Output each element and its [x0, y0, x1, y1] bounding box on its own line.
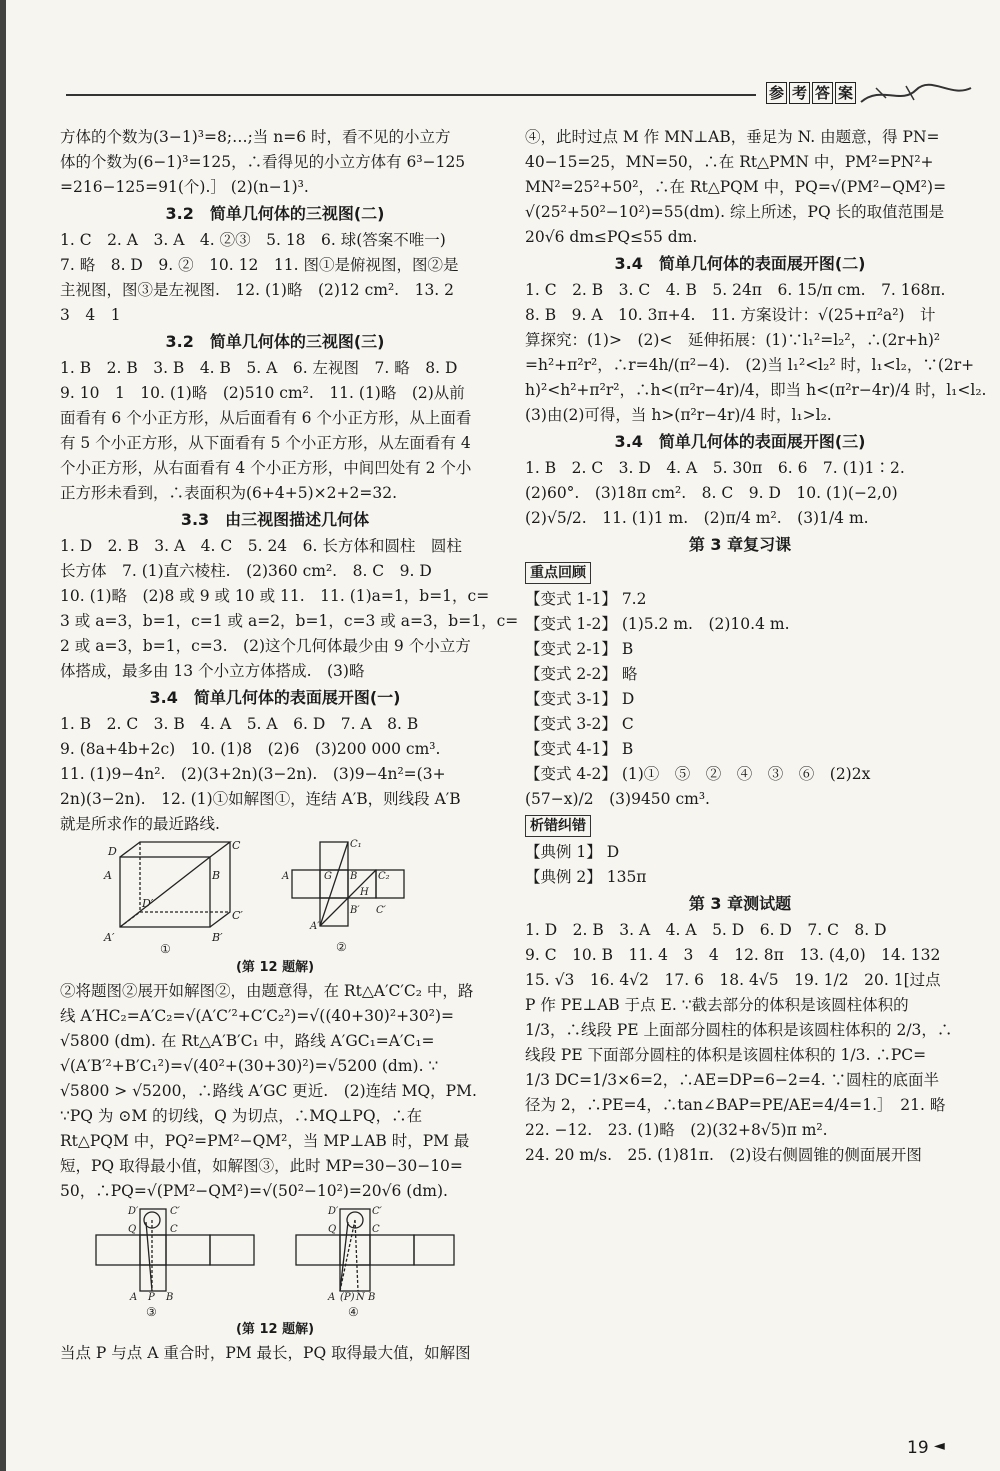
badge-char-3: 答: [812, 82, 833, 104]
svg-text:C: C: [232, 839, 241, 852]
fig-label: ②: [336, 940, 347, 954]
text-line: 40−15=25，MN=50，∴在 Rt△PMN 中，PM²=PN²+: [525, 153, 934, 171]
badge-char-2: 考: [789, 82, 810, 104]
svg-text:P: P: [148, 1292, 155, 1303]
svg-text:C′: C′: [170, 1206, 180, 1217]
text-line: 正方形未看到，∴表面积为(6+4+5)×2+2=32.: [60, 484, 397, 502]
fig-label: ③: [146, 1305, 157, 1319]
variant-line: 【变式 4-2】 (1)① ⑤ ② ④ ③ ⑥ (2)2x: [525, 765, 871, 783]
text-line: 11. (1)9−4n². (2)(3+2n)(3−2n). (3)9−4n²=(3+: [60, 765, 446, 783]
header: [66, 80, 966, 110]
text-line: 方体的个数为(3−1)³=8;…;当 n=6 时，看不见的小立方: [60, 128, 451, 146]
svg-text:A′: A′: [104, 931, 115, 944]
svg-text:Q: Q: [328, 1224, 337, 1235]
variant-line: 【变式 2-2】 略: [525, 665, 638, 683]
text-line: 10. (1)略 (2)8 或 9 或 10 或 11. 11. (1)a=1，b=1，c=: [60, 587, 490, 605]
svg-text:C′: C′: [232, 909, 243, 922]
text-line: 短，PQ 取得最小值，如解图③，此时 MP=30−30−10=: [60, 1157, 463, 1175]
svg-text:A: A: [328, 1292, 336, 1303]
text-line: ②将题图②展开如解图②，由题意得，在 Rt△A′C′C₂ 中，路: [60, 982, 474, 1000]
text-line: √(A′B′²+B′C₁²)=√(40²+(30+30)²)=√5200 (dm). ∵: [60, 1057, 439, 1075]
svg-text:D: D: [108, 845, 117, 858]
text-line: 3 或 a=3，b=1，c=1 或 a=2，b=1，c=3 或 a=3，b=1，c=: [60, 612, 519, 630]
text-line: 线段 PE 下面部分圆柱的体积是该圆柱体积的 1/3. ∴PC=: [525, 1046, 927, 1064]
header-rule: [66, 94, 756, 96]
figure-caption: (第 12 题解): [235, 960, 315, 975]
svg-text:Q: Q: [128, 1224, 137, 1235]
text-line: 2n)(3−2n). 12. (1)①如解图①，连结 A′B，则线段 A′B: [60, 790, 461, 808]
svg-text:H: H: [360, 887, 369, 898]
svg-text:D′: D′: [142, 897, 154, 910]
text-line: 1. B 2. B 3. B 4. B 5. A 6. 左视图 7. 略 8. D: [60, 359, 458, 377]
text-line: 1. D 2. B 3. A 4. A 5. D 6. D 7. C 8. D: [525, 921, 887, 939]
fig-label: ④: [348, 1305, 359, 1319]
text-line: 1/3 DC=1/3×6=2，∴AE=DP=6−2=4. ∵圆柱的底面半: [525, 1071, 940, 1089]
variant-line: 【变式 3-2】 C: [525, 715, 634, 733]
text-line: 体搭成，最多由 13 个小立方体搭成. (3)略: [60, 662, 365, 680]
svg-text:C′: C′: [372, 1206, 382, 1217]
svg-text:C₂: C₂: [378, 871, 390, 882]
badge-char-4: 案: [835, 82, 856, 104]
text-line: 7. 略 8. D 9. ② 10. 12 11. 图①是俯视图，图②是: [60, 256, 459, 274]
figure-row-1: [60, 837, 490, 957]
text-line: (2)60°. (3)18π cm². 8. C 9. D 10. (1)(−2,0): [525, 484, 898, 502]
text-line: √(25²+50²−10²)=55(dm). 综上所述，PQ 长的取值范围是: [525, 203, 945, 221]
text-line: 8. B 9. A 10. 3π+4. 11. 方案设计：√(25+π²a²) 计: [525, 306, 936, 324]
text-line: 径为 2，∴PE=4，∴tan∠BAP=PE/AE=4/4=1.］ 21. 略: [525, 1096, 946, 1114]
text-line: 2 或 a=3，b=1，c=3. (2)这个几何体最少由 9 个小立方: [60, 637, 471, 655]
figure-caption: (第 12 题解): [235, 1322, 315, 1337]
text-line: 1. C 2. A 3. A 4. ②③ 5. 18 6. 球(答案不唯一): [60, 231, 446, 249]
review-box-label: 重点回顾: [525, 562, 591, 584]
svg-text:D′: D′: [328, 1206, 339, 1217]
text-line: 1. C 2. B 3. C 4. B 5. 24π 6. 15/π cm. 7. 168π.: [525, 281, 946, 299]
net-figure: [280, 837, 440, 957]
svg-text:A′: A′: [310, 921, 320, 932]
text-line: 1/3，∴线段 PE 上面部分圆柱的体积是该圆柱体积的 2/3，∴: [525, 1021, 953, 1039]
text-line: (3)由(2)可得，当 h>(π²r−4r)/4 时，l₁>l₂.: [525, 406, 832, 424]
text-line: Rt△PQM 中，PQ²=PM²−QM²，当 MP⊥AB 时，PM 最: [60, 1132, 470, 1150]
text-line: 长方体 7. (1)直六棱柱. (2)360 cm². 8. C 9. D: [60, 562, 432, 580]
variant-line: (57−x)/2 (3)9450 cm³.: [525, 790, 710, 808]
text-line: 22. −12. 23. (1)略 (2)(32+8√5)π m².: [525, 1121, 828, 1139]
unfold-figure-4: [290, 1204, 460, 1319]
left-column: [60, 125, 519, 1366]
variant-line: 【变式 3-1】 D: [525, 690, 635, 708]
header-badge: [762, 80, 862, 106]
section-title: 3.3 由三视图描述几何体: [180, 510, 370, 529]
example-line: 【典例 1】 D: [525, 843, 620, 861]
text-line: =216−125=91(个).］ (2)(n−1)³.: [60, 178, 309, 196]
text-line: ④，此时过点 M 作 MN⊥AB，垂足为 N. 由题意，得 PN=: [525, 128, 940, 146]
text-line: 1. D 2. B 3. A 4. C 5. 24 6. 长方体和圆柱 圆柱: [60, 537, 462, 555]
svg-text:B: B: [212, 869, 221, 882]
svg-text:(P): (P): [340, 1292, 355, 1303]
text-line: 就是所求作的最近路线.: [60, 815, 220, 833]
text-line: 9. C 10. B 11. 4 3 4 12. 8π 13. (4,0) 14. 132: [525, 946, 941, 964]
badge-char-1: 参: [766, 82, 787, 104]
text-line: h)²<h²+π²r²，∴h<(π²r−4r)/4，即当 h<(π²r−4r)/4 时，l₁<l₂.: [525, 381, 987, 399]
chapter-review-title: 第 3 章复习课: [688, 535, 792, 554]
section-title: 3.4 简单几何体的表面展开图(二): [614, 254, 866, 273]
text-line: ∵PQ 为 ⊙M 的切线，Q 为切点，∴MQ⊥PQ，∴在: [60, 1107, 423, 1125]
svg-text:N: N: [356, 1292, 365, 1303]
page-arrow-icon: ◄: [934, 1438, 945, 1454]
text-line: 1. B 2. C 3. D 4. A 5. 30π 6. 6 7. (1)1∶2.: [525, 459, 905, 477]
svg-text:B: B: [350, 871, 358, 882]
text-line: 9. 10 1 10. (1)略 (2)510 cm². 11. (1)略 (2)从前: [60, 384, 465, 402]
svg-text:B′: B′: [212, 931, 223, 944]
text-line: 15. √3 16. 4√2 17. 6 18. 4√5 19. 1/2 20. 1[过点: [525, 971, 941, 989]
svg-text:G: G: [324, 871, 332, 882]
text-line: 24. 20 m/s. 25. (1)81π. (2)设右侧圆锥的侧面展开图: [525, 1146, 922, 1164]
text-line: 个小正方形，从右面看有 4 个小正方形，中间凹处有 2 个小: [60, 459, 472, 477]
text-line: √5800 > √5200，∴路线 A′GC 更近. (2)连结 MQ，PM.: [60, 1082, 477, 1100]
error-box-label: 析错纠错: [525, 815, 591, 837]
svg-text:A: A: [282, 871, 290, 882]
svg-text:A: A: [104, 869, 112, 882]
fig-label: ①: [160, 942, 171, 956]
section-title: 3.2 简单几何体的三视图(三): [165, 332, 385, 351]
figure-row-2: [60, 1204, 490, 1319]
text-line: =h²+π²r²，∴r=4h/(π²−4). (2)当 l₁²<l₂² 时，l₁<l₂，∵(2r+: [525, 356, 975, 374]
svg-text:A: A: [130, 1292, 138, 1303]
example-line: 【典例 2】 135π: [525, 868, 647, 886]
text-line: 50，∴PQ=√(PM²−QM²)=√(50²−10²)=20√6 (dm).: [60, 1182, 448, 1200]
section-title: 3.4 简单几何体的表面展开图(一): [149, 688, 401, 707]
variant-line: 【变式 4-1】 B: [525, 740, 634, 758]
scan-edge: [0, 0, 6, 1471]
svg-text:C′: C′: [376, 905, 386, 916]
text-line: 体的个数为(6−1)³=125，∴看得见的小立方体有 6³−125: [60, 153, 466, 171]
text-line: (2)√5/2. 11. (1)1 m. (2)π/4 m². (3)1/4 m.: [525, 509, 869, 527]
svg-text:C: C: [372, 1224, 380, 1235]
header-swoosh-icon: [856, 80, 976, 110]
right-column: [525, 125, 987, 1168]
text-line: 有 5 个小正方形，从下面看有 5 个小正方形，从左面看有 4: [60, 434, 471, 452]
text-line: 算探究：(1)> (2)< 延伸拓展：(1)∵l₁²=l₂²，∴(2r+h)²: [525, 331, 941, 349]
unfold-figure-3: [90, 1204, 260, 1319]
variant-line: 【变式 2-1】 B: [525, 640, 634, 658]
section-title: 3.2 简单几何体的三视图(二): [165, 204, 385, 223]
chapter-test-title: 第 3 章测试题: [688, 894, 792, 913]
section-title: 3.4 简单几何体的表面展开图(三): [614, 432, 866, 451]
text-line: 3 4 1: [60, 306, 121, 324]
page-number: 19: [907, 1438, 929, 1458]
cuboid-figure: [100, 837, 243, 957]
text-line: √5800 (dm). 在 Rt△A′B′C₁ 中，路线 A′GC₁=A′C₁=: [60, 1032, 435, 1050]
svg-text:D′: D′: [128, 1206, 139, 1217]
variant-line: 【变式 1-1】 7.2: [525, 590, 647, 608]
variant-line: 【变式 1-2】 (1)5.2 m. (2)10.4 m.: [525, 615, 790, 633]
text-line: 1. B 2. C 3. B 4. A 5. A 6. D 7. A 8. B: [60, 715, 419, 733]
svg-text:B: B: [368, 1292, 376, 1303]
svg-text:C: C: [170, 1224, 178, 1235]
text-line: 主视图，图③是左视图. 12. (1)略 (2)12 cm². 13. 2: [60, 281, 455, 299]
text-line: 线 A′HC₂=A′C₂=√(A′C′²+C′C₂²)=√((40+30)²+30²)=: [60, 1007, 455, 1025]
text-line: P 作 PE⊥AB 于点 E. ∵截去部分的体积是该圆柱体积的: [525, 996, 909, 1014]
text-line: 当点 P 与点 A 重合时，PM 最长，PQ 取得最大值，如解图: [60, 1344, 471, 1362]
svg-text:C₁: C₁: [350, 839, 362, 850]
svg-text:B: B: [166, 1292, 174, 1303]
text-line: 20√6 dm≤PQ≤55 dm.: [525, 228, 698, 246]
text-line: 面看有 6 个小正方形，从后面看有 6 个小正方形，从上面看: [60, 409, 472, 427]
text-line: 9. (8a+4b+2c) 10. (1)8 (2)6 (3)200 000 cm³.: [60, 740, 441, 758]
svg-text:B′: B′: [350, 905, 360, 916]
text-line: MN²=25²+50²，∴在 Rt△PQM 中，PQ=√(PM²−QM²)=: [525, 178, 947, 196]
